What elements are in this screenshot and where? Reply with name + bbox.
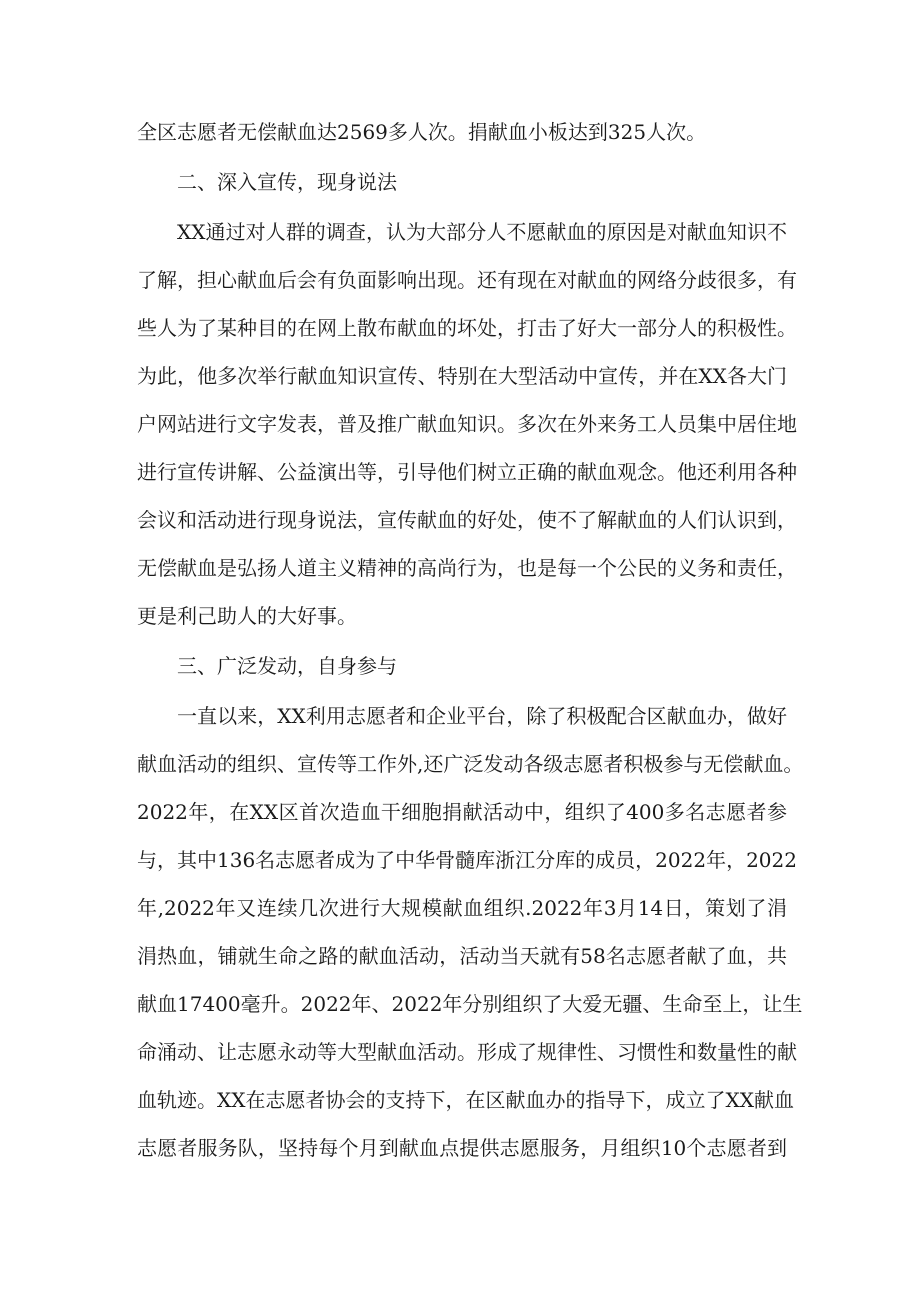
text-line-19: 献血17400毫升。2022年、2022年分别组织了大爱无疆、生命至上，让生 [137, 992, 803, 1016]
text-line-18: 涓热血，铺就生命之路的献血活动，活动当天就有58名志愿者献了血，共 [137, 944, 787, 968]
text-line-16: 与，其中136名志愿者成为了中华骨髓库浙江分库的成员，2022年，2022 [137, 848, 797, 872]
text-line-8: 进行宣传讲解、公益演出等，引导他们树立正确的献血观念。他还利用各种 [137, 460, 797, 484]
text-line-3: XX通过对人群的调查，认为大部分人不愿献血的原因是对献血知识不 [177, 220, 787, 244]
text-line-17: 年,2022年又连续几次进行大规模献血组织.2022年3月14日，策划了涓 [137, 896, 787, 920]
text-line-1: 全区志愿者无偿献血达2569多人次。捐献血小板达到325人次。 [137, 120, 707, 144]
text-line-9: 会议和活动进行现身说法，宣传献血的好处，使不了解献血的人们认识到， [137, 508, 797, 532]
text-line-4: 了解，担心献血后会有负面影响出现。还有现在对献血的网络分歧很多，有 [137, 268, 797, 292]
text-line-14: 献血活动的组织、宣传等工作外,还广泛发动各级志愿者积极参与无偿献血。 [137, 752, 804, 776]
text-line-21: 血轨迹。XX在志愿者协会的支持下，在区献血办的指导下，成立了XX献血 [137, 1088, 794, 1112]
text-line-22: 志愿者服务队，坚持每个月到献血点提供志愿服务，月组织10个志愿者到 [137, 1136, 787, 1160]
text-line-5: 些人为了某种目的在网上散布献血的坏处，打击了好大一部分人的积极性。 [137, 316, 797, 340]
section-heading-2: 二、深入宣传，现身说法 [177, 170, 397, 194]
text-line-11: 更是利己助人的大好事。 [137, 604, 357, 628]
text-line-6: 为此，他多次举行献血知识宣传、特别在大型活动中宣传，并在XX各大门 [137, 364, 787, 388]
text-line-7: 户网站进行文字发表，普及推广献血知识。多次在外来务工人员集中居住地 [137, 412, 797, 436]
text-line-20: 命涌动、让志愿永动等大型献血活动。形成了规律性、习惯性和数量性的献 [137, 1040, 797, 1064]
text-line-10: 无偿献血是弘扬人道主义精神的高尚行为，也是每一个公民的义务和责任， [137, 556, 797, 580]
text-line-15: 2022年，在XX区首次造血干细胞捐献活动中，组织了400多名志愿者参 [137, 800, 787, 824]
section-heading-3: 三、广泛发动，自身参与 [177, 654, 397, 678]
text-line-13: 一直以来，XX利用志愿者和企业平台，除了积极配合区献血办，做好 [177, 704, 787, 728]
